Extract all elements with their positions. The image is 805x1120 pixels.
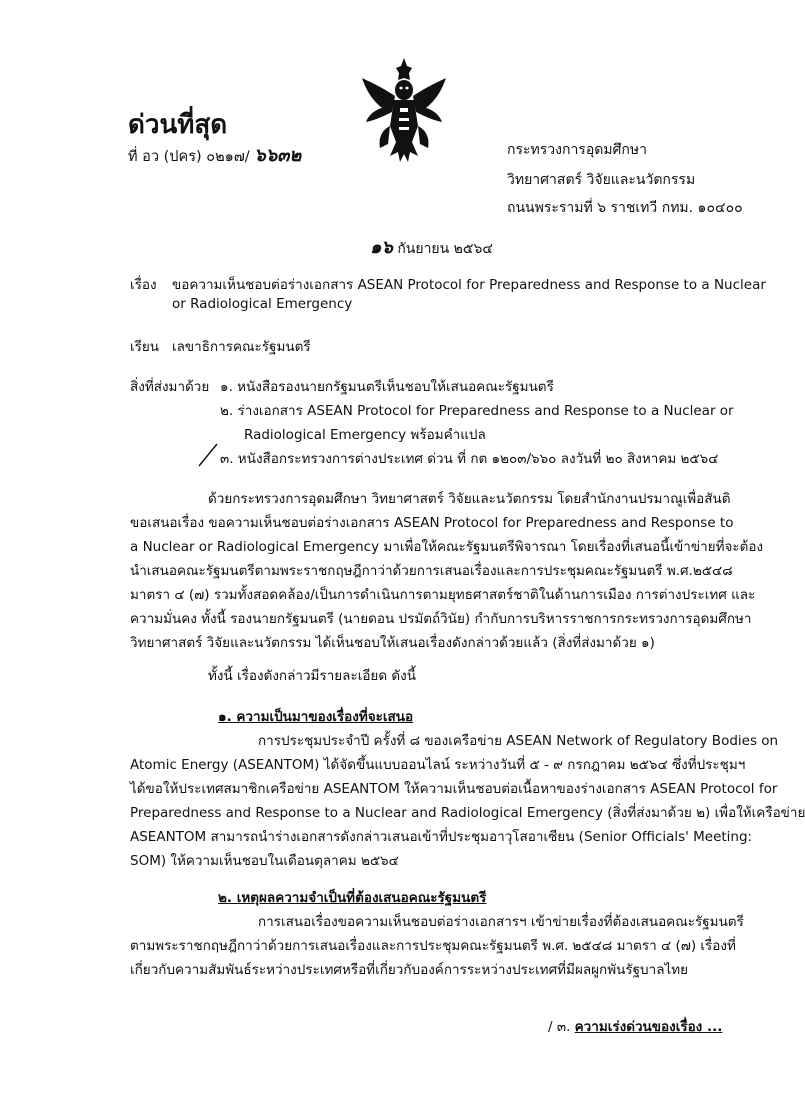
paragraph-1-line: มาตรา ๔ (๗) รวมทั้งสอดคล้อง/เป็นการดำเนินการตามยุทธศาสตร์ชาติในด้านการเมือง การต่างประเทศ และ [130,587,756,603]
section-1-title: ๑. ความเป็นมาของเรื่องที่จะเสนอ [218,709,414,725]
section-1-line: Atomic Energy (ASEANTOM) ได้จัดขึ้นแบบออนไลน์ ระหว่างวันที่ ๕ - ๙ กรกฎาคม ๒๕๖๔ ซึ่งที่ประชุมฯ [130,757,746,773]
section-1-line: ASEANTOM สามารถนำร่างเอกสารดังกล่าวเสนอเข้าที่ประชุมอาวุโสอาเซียน (Senior Officials' Meeting: [130,829,753,845]
page-continuation [548,1015,722,1037]
enclosure-item: ๓. หนังสือกระทรวงการต่างประเทศ ด่วน ที่ กต ๑๒๐๓/๖๖๐ ลงวันที่ ๒๐ สิงหาคม ๒๕๖๔ [220,451,719,467]
enclosure-item: ๒. ร่างเอกสาร ASEAN Protocol for Preparedness and Response to a Nuclear or [220,403,734,419]
paragraph-1-line: ด้วยกระทรวงการอุดมศึกษา วิทยาศาสตร์ วิจัยและนวัตกรรม โดยสำนักงานปรมาณูเพื่อสันติ [208,491,731,507]
paragraph-1-line: นำเสนอคณะรัฐมนตรีตามพระราชกฤษฎีกาว่าด้วยการเสนอเรื่องและการประชุมคณะรัฐมนตรี พ.ศ.๒๕๔๘ [130,563,733,579]
details-intro: ทั้งนี้ เรื่องดังกล่าวมีรายละเอียด ดังนี้ [208,668,416,684]
section-1-line: Preparedness and Response to a Nuclear and Radiological Emergency (สิ่งที่ส่งมาด้วย ๒) เพื่อให้เครือข่าย [130,805,805,821]
reference-number-handwritten: ๖๖๓๒ [254,145,302,166]
enclosures-label: สิ่งที่ส่งมาด้วย [130,379,210,395]
continuation-prefix: / ๓. [548,1019,571,1035]
paragraph-1-line: ขอเสนอเรื่อง ขอความเห็นชอบต่อร่างเอกสาร ASEAN Protocol for Preparedness and Response to [130,515,734,531]
reference-number-printed: ที่ อว (ปคร) ๐๒๑๗/ [128,149,250,165]
enclosure-item-continuation: Radiological Emergency พร้อมคำแปล [244,427,486,443]
section-1-line: การประชุมประจำปี ครั้งที่ ๘ ของเครือข่าย ASEAN Network of Regulatory Bodies on [258,733,779,749]
reference-number [128,140,301,169]
garuda-emblem-icon [360,56,448,166]
recipient-value: เลขาธิการคณะรัฐมนตรี [172,339,311,355]
paragraph-1-line: a Nuclear or Radiological Emergency มาเพื่อให้คณะรัฐมนตรีพิจารณา โดยเรื่องที่เสนอนี้เข้าข่ายที่จะต้อง [130,539,764,555]
date-month-year: กันยายน ๒๕๖๔ [397,241,493,257]
section-2-title: ๒. เหตุผลความจำเป็นที่ต้องเสนอคณะรัฐมนตรี [218,890,487,906]
ministry-address: ถนนพระรามที่ ๖ ราชเทวี กทม. ๑๐๔๐๐ [507,200,743,216]
section-2-line: เกี่ยวกับความสัมพันธ์ระหว่างประเทศหรือที่เกี่ยวกับองค์การระหว่างประเทศที่มีผลผูกพันรัฐบาลไทย [130,962,689,978]
subject-line-1: ขอความเห็นชอบต่อร่างเอกสาร ASEAN Protocol for Preparedness and Response to a Nuclear [172,277,766,293]
handwritten-check-mark-icon [197,442,219,468]
document-date [370,232,493,261]
recipient-label: เรียน [130,339,160,355]
ministry-name-line-1: กระทรวงการอุดมศึกษา [507,142,647,158]
section-2-line: ตามพระราชกฤษฎีกาว่าด้วยการเสนอเรื่องและการประชุมคณะรัฐมนตรี พ.ศ. ๒๕๔๘ มาตรา ๔ (๗) เรื่องที่ [130,938,736,954]
section-2-line: การเสนอเรื่องขอความเห็นชอบต่อร่างเอกสารฯ เข้าข่ายเรื่องที่ต้องเสนอคณะรัฐมนตรี [258,914,744,930]
subject-line-2: or Radiological Emergency [172,296,353,312]
continuation-next-section: ความเร่งด่วนของเรื่อง ... [574,1019,723,1035]
ministry-name-line-2: วิทยาศาสตร์ วิจัยและนวัตกรรม [507,172,696,188]
subject-label: เรื่อง [130,277,157,293]
paragraph-1-line: วิทยาศาสตร์ วิจัยและนวัตกรรม ได้เห็นชอบให้เสนอเรื่องดังกล่าวด้วยแล้ว (สิ่งที่ส่งมาด้วย ๑) [130,635,655,651]
date-day-handwritten: ๑๖ [370,237,393,258]
section-1-line: ได้ขอให้ประเทศสมาชิกเครือข่าย ASEANTOM ให้ความเห็นชอบต่อเนื้อหาของร่างเอกสาร ASEAN Protocol for [130,781,778,797]
paragraph-1-line: ความมั่นคง ทั้งนี้ รองนายกรัฐมนตรี (นายดอน ปรมัตถ์วินัย) กำกับการบริหารราชการกระทรวงการอุดมศึกษา [130,611,752,627]
section-1-line: SOM) ให้ความเห็นชอบในเดือนตุลาคม ๒๕๖๔ [130,853,399,869]
enclosure-item: ๑. หนังสือรองนายกรัฐมนตรีเห็นชอบให้เสนอคณะรัฐมนตรี [220,379,554,395]
urgency-heading: ด่วนที่สุด [128,110,228,140]
